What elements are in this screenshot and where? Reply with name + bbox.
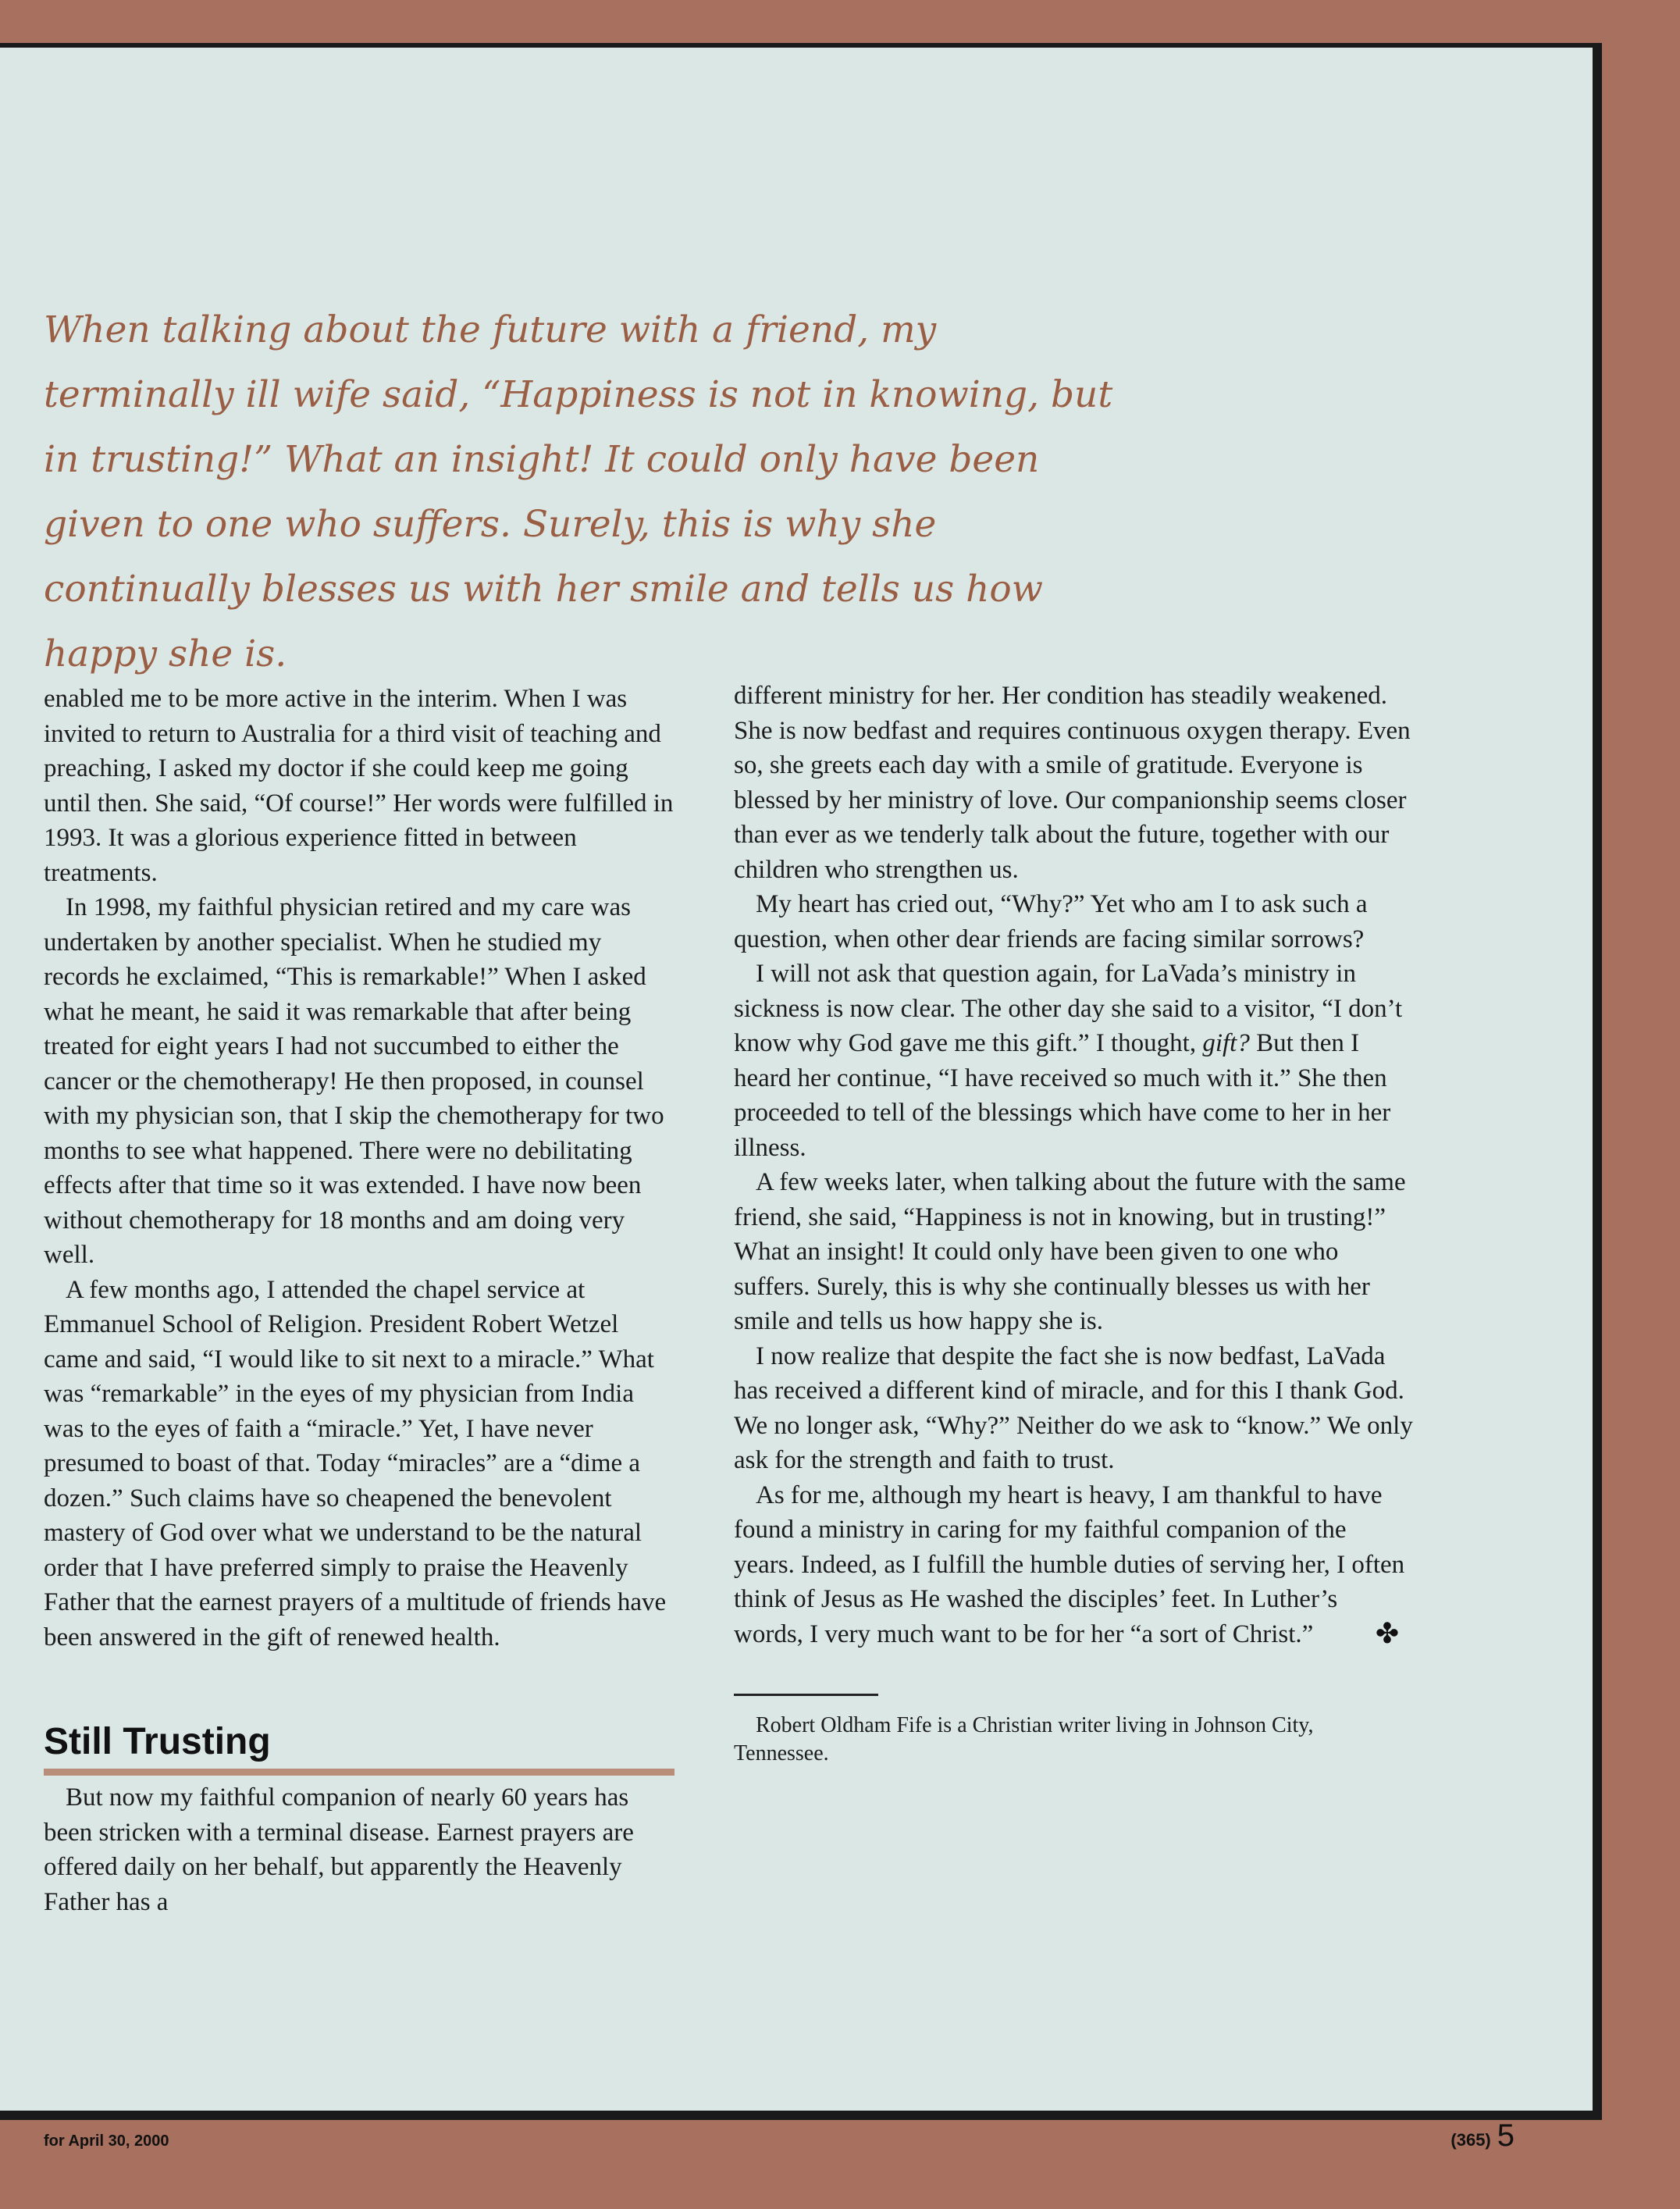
paragraph-text: I will not ask that question again, for LaVada’s ministry in sickness is now clear. The other day she said to a visitor, “I don’t know why God gave me this gift.” I thought, (734, 960, 1403, 1057)
bio-divider (734, 1694, 878, 1696)
body-paragraph (734, 957, 1413, 1165)
magazine-page (0, 43, 1602, 2153)
emphasis-text: gift? (1202, 1029, 1250, 1057)
footer-page-info (1450, 2118, 1514, 2154)
body-paragraph: A few weeks later, when talking about the future with the same friend, she said, “Happiness is not in knowing, but in trusting!” What an insight! It could only have been given to one who suffers. Surely, this is why she continually blesses us with her smile and tells us how happy she is. (734, 1168, 1406, 1335)
body-paragraph: I now realize that despite the fact she is now bedfast, LaVada has received a different kind of miracle, and for this I thank God. We no longer ask, “Why?” Neither do we ask to “know.” We only ask for the strength and faith to trust. (734, 1341, 1413, 1474)
folio-number: (365) (1450, 2130, 1491, 2150)
left-column (44, 682, 674, 1919)
page-number: 5 (1497, 2118, 1514, 2153)
body-paragraph: A few months ago, I attended the chapel service at Emmanuel School of Religion. President Robert Wetzel came and said, “I would like to sit next to a miracle.” What was “remarkable” in the eyes of my physician from India was to the eyes of faith a “miracle.” Yet, I have never presumed to boast of that. Today “miracles” are a “dime a dozen.” Such claims have so cheapened the benevolent mastery of God over what we understand to be the natural order that I have preferred simply to praise the Heavenly Father that the earnest prayers of a multitude of friends have been answered in the gift of renewed health. (44, 1275, 667, 1651)
section-heading: Still Trusting (44, 1720, 674, 1776)
body-paragraph: But now my faithful companion of nearly 60 years has been stricken with a terminal disease. Earnest prayers are offered daily on her behalf, but apparently the Heavenly Father has a (44, 1783, 634, 1916)
paragraph-text: As for me, although my heart is heavy, I am thankful to have found a ministry in caring for my faithful companion of the years. Indeed, as I fulfill the humble duties of serving her, I often think of Jesus as He washed the disciples’ feet. In Luther’s words, I very much want to be for her “a sort of Christ.” (734, 1480, 1405, 1648)
body-paragraph: In 1998, my faithful physician retired and my care was undertaken by another specialist. When he studied my records he exclaimed, “This is remarkable!” When I asked what he meant, he said it was remarkable that after being treated for eight years I had not succumbed to either the cancer or the chemotherapy! He then proposed, in counsel with my physician son, that I skip the chemotherapy for two months to see what happened. There were no debilitating effects after that time so it was extended. I have now been without chemotherapy for 18 months and am doing very well. (44, 893, 664, 1269)
footer-issue-date: for April 30, 2000 (44, 2132, 169, 2150)
body-paragraph: enabled me to be more active in the interim. When I was invited to return to Australia for a third visit of teaching and preaching, I asked my doctor if she could keep me going until then. She said, “Of course!” Her words were fulfilled in 1993. It was a glorious experience fitted in between treatments. (44, 685, 674, 887)
paragraph-text: But then I heard her continue, “I have received so much with it.” She then proceeded to tell of the blessings which have come to her in her illness. (734, 1029, 1391, 1162)
end-mark-icon: ✤ (1375, 1617, 1399, 1650)
body-paragraph: different ministry for her. Her condition has steadily weakened. She is now bedfast and requires continuous oxygen therapy. Even so, she greets each day with a smile of gratitude. Everyone is blessed by her ministry of love. Our companionship seems closer than ever as we tenderly talk about the future, together with our children who strengthen us. (734, 682, 1411, 884)
right-column (734, 679, 1413, 1768)
author-bio: Robert Oldham Fife is a Christian writer living in Johnson City, Tennessee. (734, 1713, 1314, 1765)
body-paragraph (734, 1478, 1413, 1652)
body-paragraph: My heart has cried out, “Why?” Yet who am I to ask such a question, when other dear friends are facing similar sorrows? (734, 890, 1368, 953)
pull-quote: When talking about the future with a friend, my terminally ill wife said, “Happiness is not in knowing, but in trusting!” What an insight! It could only have been given to one who suffers. Surely, this is why she continually blesses us with her smile and tells us how happy she is. (44, 308, 1113, 675)
